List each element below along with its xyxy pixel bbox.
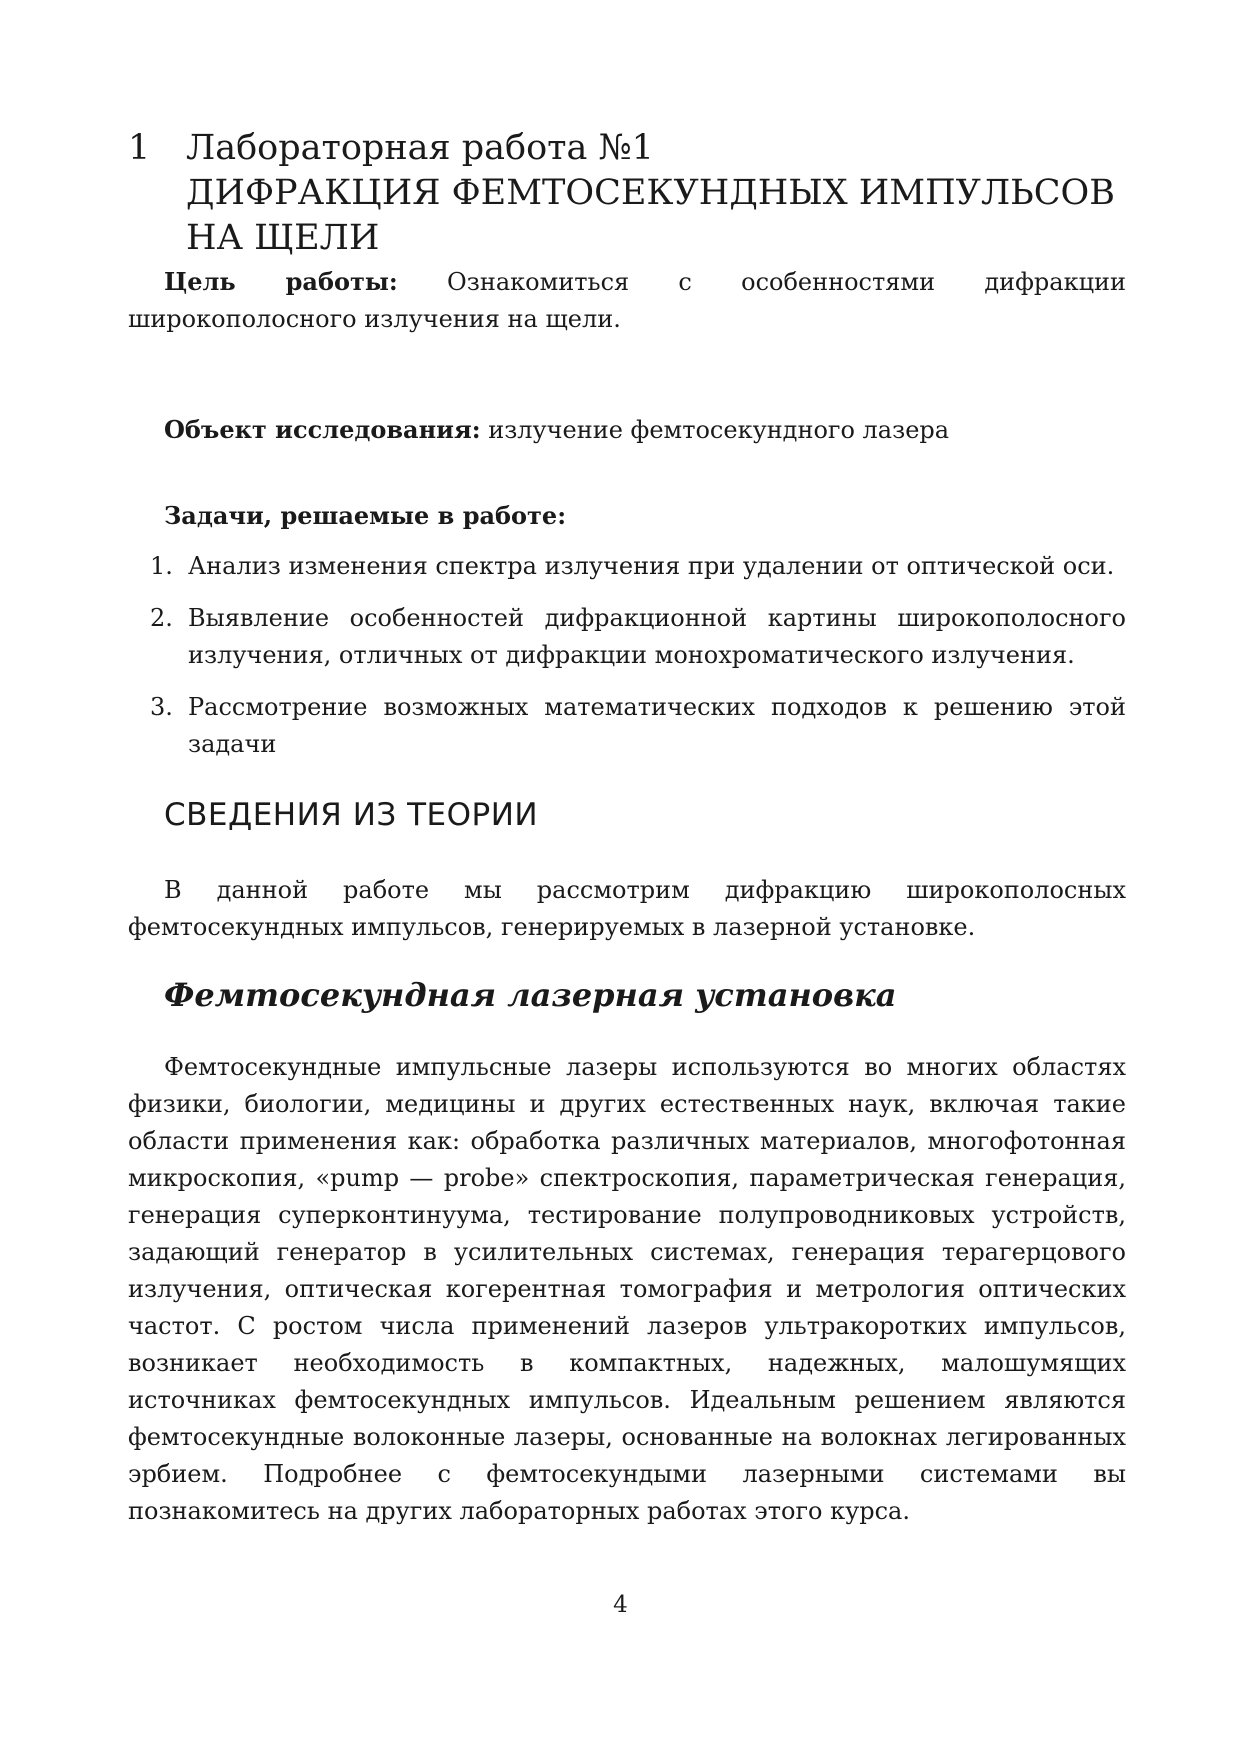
subsection-heading: Фемтосекундная лазерная установка [164,976,897,1014]
section-title-line-2: ДИФРАКЦИЯ ФЕМТОСЕКУНДНЫХ ИМПУЛЬСОВ [186,173,1115,213]
list-item [128,600,1126,674]
list-item-number: 2. [150,604,173,632]
page-number: 4 [613,1592,628,1618]
object-label: Объект исследования: [164,415,481,444]
tasks-heading [128,497,1126,535]
section-title [186,126,1186,261]
list-item [128,548,1126,585]
goal-paragraph [128,263,1126,338]
goal-text: Ознакомиться с особенностями дифракции широкополосного излучения на щели. [128,268,1126,333]
object-paragraph [128,411,1126,449]
list-item-number: 1. [150,552,173,580]
goal-label: Цель работы: [164,267,398,296]
theory-intro-paragraph: В данной работе мы рассмотрим дифракцию широкополосных фемтосекундных импульсов, генерируемых в лазерной установке. [128,876,1126,941]
object-text: излучение фемтосекундного лазера [480,416,950,444]
tasks-heading-label: Задачи, решаемые в работе: [164,501,567,530]
theory-heading: СВЕДЕНИЯ ИЗ ТЕОРИИ [164,797,539,833]
list-item-text: Рассмотрение возможных математических подходов к решению этой задачи [188,693,1126,758]
list-item-number: 3. [150,693,173,721]
section-title-line-1: Лабораторная работа №1 [186,128,654,168]
list-item-text: Анализ изменения спектра излучения при удалении от оптической оси. [188,552,1115,580]
section-title-line-3: НА ЩЕЛИ [186,218,380,258]
section-number: 1 [128,128,151,168]
femto-setup-paragraph: Фемтосекундные импульсные лазеры используются во многих областях физики, биологии, медицины и других естественных наук, включая такие области применения как: обработка различных материалов, многофотонная микроскопия, «pump — probe» спектроскопия, параметрическая генерация, генерация суперконтинуума, тестирование полупроводниковых устройств, задающий генератор в усилительных системах, генерация терагерцового излучения, оптическая когерентная томография и метрология оптических частот. С ростом числа применений лазеров ультракоротких импульсов, возникает необходимость в компактных, надежных, малошумящих источниках фемтосекундных импульсов. Идеальным решением являются фемтосекундные волоконные лазеры, основанные на волокнах легированных эрбием. Подробнее с фемтосекундыми лазерными системами вы познакомитесь на других лабораторных работах этого курса. [128,1053,1126,1525]
tasks-list [128,548,1126,778]
list-item [128,689,1126,763]
list-item-text: Выявление особенностей дифракционной картины широкополосного излучения, отличных от дифракции монохроматического излучения. [188,604,1126,669]
